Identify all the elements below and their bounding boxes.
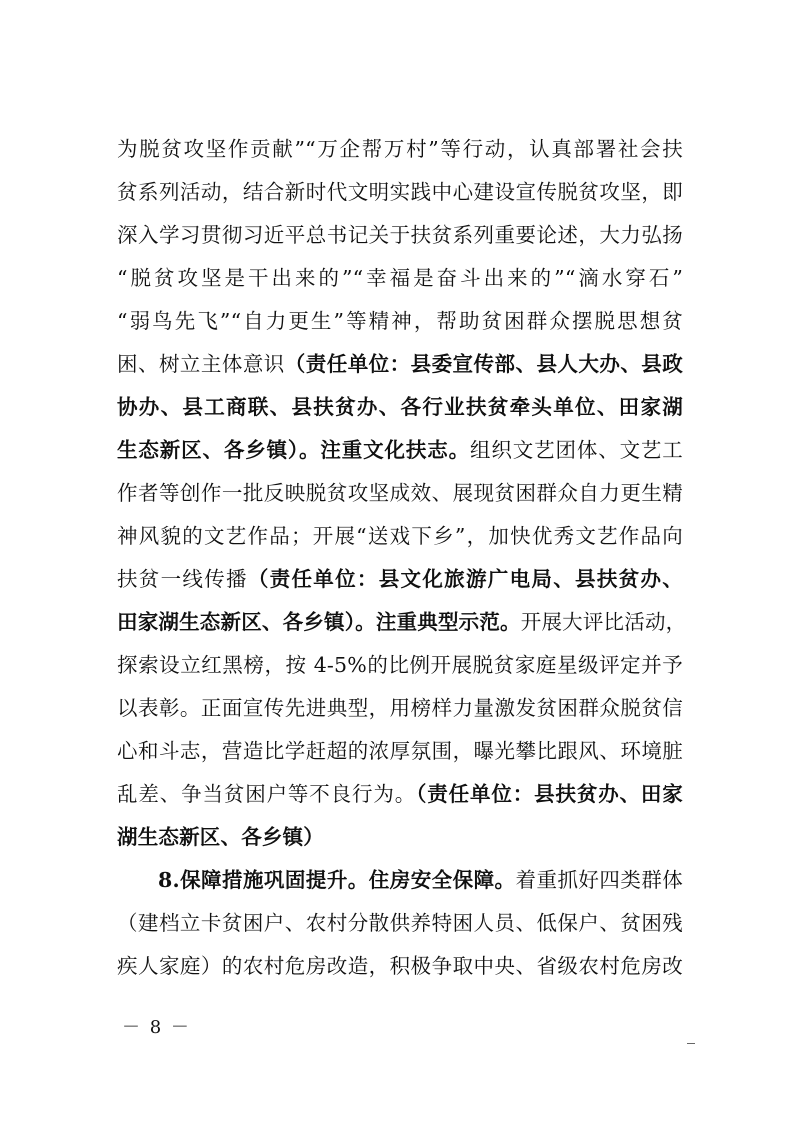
text-line-14: 以表彰。正面宣传先进典型，用榜样力量激发贫困群众脱贫信 xyxy=(117,696,683,720)
text-line-20: 疾人家庭）的农村危房改造，积极争取中央、省级农村危房改 xyxy=(117,954,683,978)
text-line-15: 心和斗志，营造比学赶超的浓厚氛围，曝光攀比跟风、环境脏 xyxy=(117,739,683,763)
text-line-19: （建档立卡贫困户、农村分散供养特困人员、低保户、贫困残 xyxy=(117,911,683,935)
text-line-7: 协办、县工商联、县扶贫办、各行业扶贫牵头单位、田家湖 xyxy=(117,395,683,419)
text-line-5: “弱鸟先飞”“自力更生”等精神，帮助贫困群众摆脱思想贫 xyxy=(117,309,683,333)
text-line-2: 贫系列活动，结合新时代文明实践中心建设宣传脱贫攻坚，即 xyxy=(117,180,683,204)
document-body xyxy=(117,128,687,988)
text-line-9: 作者等创作一批反映脱贫攻坚成效、展现贫困群众自力更生精 xyxy=(117,481,683,505)
text-line-6: 困、树立主体意识（责任单位：县委宣传部、县人大办、县政 xyxy=(117,352,683,376)
text-line-10: 神风貌的文艺作品；开展“送戏下乡”，加快优秀文艺作品向 xyxy=(117,524,683,548)
text-line-13: 探索设立红黑榜，按 4-5%的比例开展脱贫家庭星级评定并予 xyxy=(117,653,683,677)
text-line-18: 8.保障措施巩固提升。住房安全保障。着重抓好四类群体 xyxy=(158,868,683,892)
text-line-3: 深入学习贯彻习近平总书记关于扶贫系列重要论述，大力弘扬 xyxy=(117,223,683,247)
text-line-12: 田家湖生态新区、各乡镇）。注重典型示范。开展大评比活动， xyxy=(117,610,687,634)
text-line-16: 乱差、争当贫困户等不良行为。（责任单位：县扶贫办、田家 xyxy=(117,782,683,806)
responsibility-note: （责任单位：县委宣传部、县人大办、县政 xyxy=(284,352,683,376)
text-line-17: 湖生态新区、各乡镇） xyxy=(117,825,324,849)
responsibility-note: （责任单位：县扶贫办、田家 xyxy=(416,782,683,806)
page-number: － 8 － xyxy=(122,1017,191,1038)
text-line-8: 生态新区、各乡镇）。注重文化扶志。组织文艺团体、文艺工 xyxy=(117,438,684,462)
text-line-11: 扶贫一线传播（责任单位：县文化旅游广电局、县扶贫办、 xyxy=(117,567,683,591)
section-heading: 8.保障措施巩固提升。住房安全保障。 xyxy=(158,868,516,892)
text-line-4: “脱贫攻坚是干出来的”“幸福是奋斗出来的”“滴水穿石” xyxy=(117,266,683,290)
responsibility-note: （责任单位：县文化旅游广电局、县扶贫办、 xyxy=(247,567,683,591)
section-heading: 田家湖生态新区、各乡镇）。注重典型示范。 xyxy=(117,610,521,634)
section-heading: 生态新区、各乡镇）。注重文化扶志。 xyxy=(117,438,470,462)
edge-mark xyxy=(687,1043,695,1044)
text-line-1: 为脱贫攻坚作贡献”“万企帮万村”等行动，认真部署社会扶 xyxy=(117,137,683,161)
